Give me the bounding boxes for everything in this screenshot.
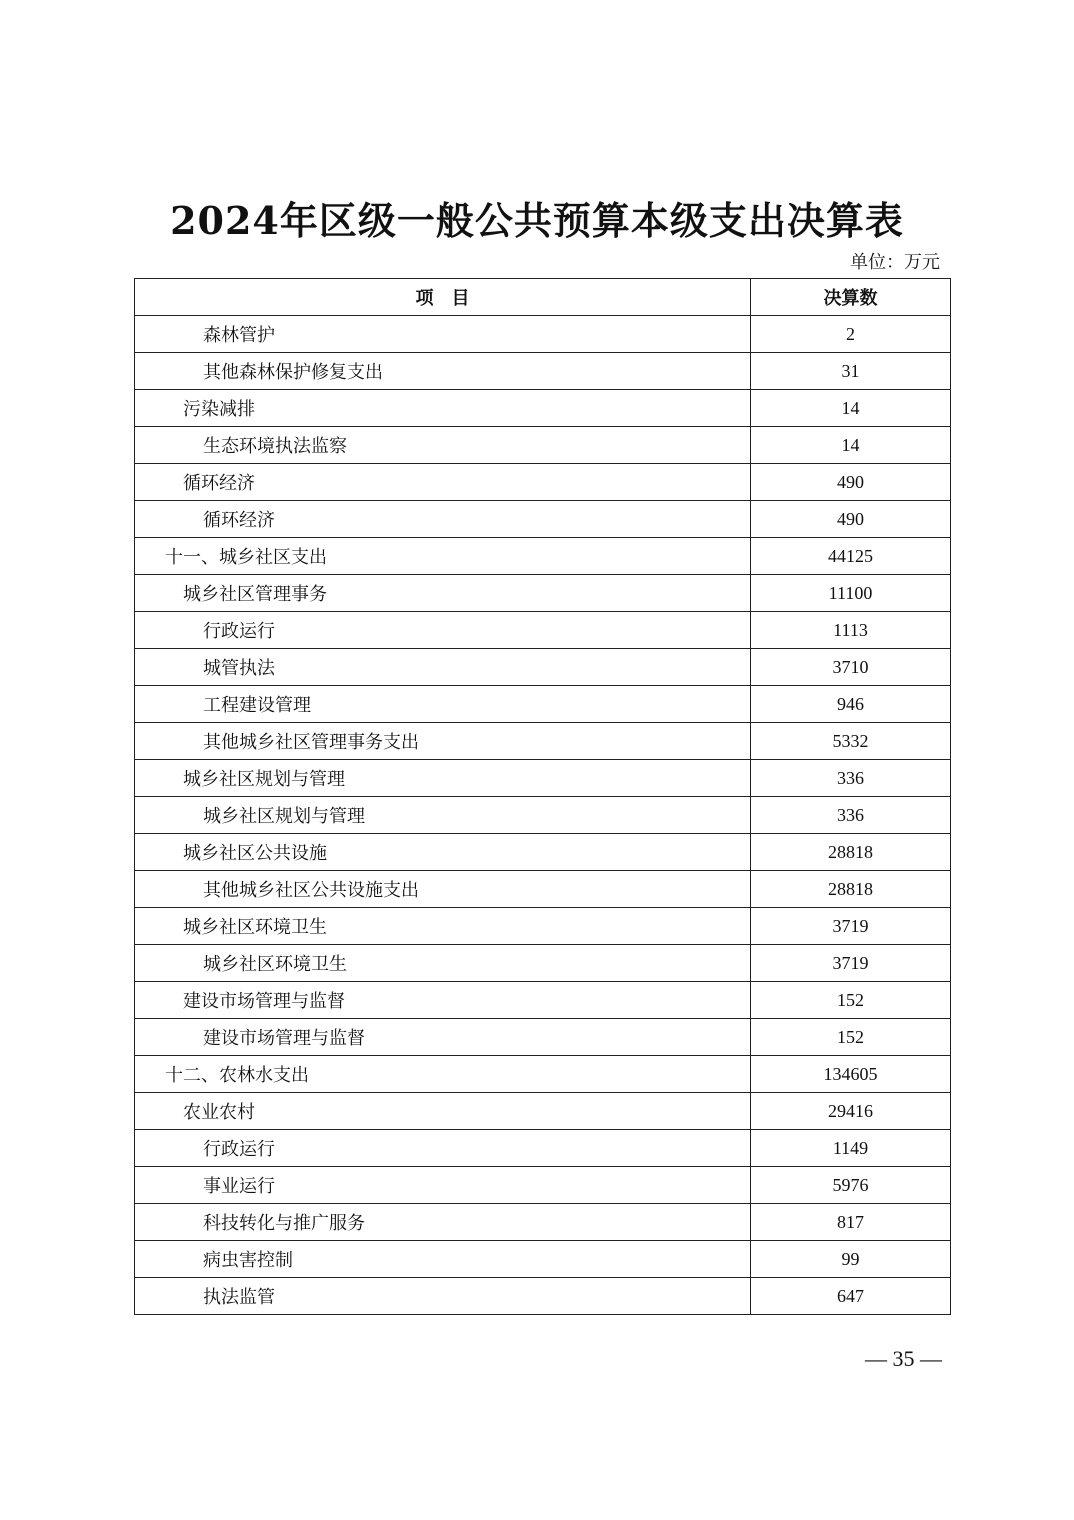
table-row — [135, 316, 951, 353]
item-name-cell: 城乡社区环境卫生 — [135, 945, 751, 982]
item-name-cell: 建设市场管理与监督 — [135, 982, 751, 1019]
amount-cell: 3719 — [751, 908, 951, 945]
amount-cell: 336 — [751, 760, 951, 797]
item-name-cell: 行政运行 — [135, 612, 751, 649]
budget-table — [134, 278, 951, 1315]
amount-cell: 99 — [751, 1241, 951, 1278]
unit-label: 单位：万元 — [850, 252, 940, 272]
table-row — [135, 723, 951, 760]
item-name-cell: 城管执法 — [135, 649, 751, 686]
table-row — [135, 871, 951, 908]
item-name-cell: 循环经济 — [135, 501, 751, 538]
amount-cell: 28818 — [751, 834, 951, 871]
amount-cell: 29416 — [751, 1093, 951, 1130]
item-name-cell: 病虫害控制 — [135, 1241, 751, 1278]
page-title: 2024年区级一般公共预算本级支出决算表 — [170, 198, 904, 243]
item-name-cell: 污染减排 — [135, 390, 751, 427]
amount-cell: 946 — [751, 686, 951, 723]
table-row — [135, 1093, 951, 1130]
item-name-cell: 事业运行 — [135, 1167, 751, 1204]
amount-cell: 31 — [751, 353, 951, 390]
amount-cell: 647 — [751, 1278, 951, 1315]
amount-cell: 817 — [751, 1204, 951, 1241]
table-row — [135, 1278, 951, 1315]
table-row — [135, 575, 951, 612]
item-name-cell: 城乡社区管理事务 — [135, 575, 751, 612]
table-row — [135, 1130, 951, 1167]
amount-cell: 152 — [751, 982, 951, 1019]
table-row — [135, 834, 951, 871]
amount-cell: 152 — [751, 1019, 951, 1056]
item-name-cell: 执法监管 — [135, 1278, 751, 1315]
item-name-cell: 十二、农林水支出 — [135, 1056, 751, 1093]
table-row — [135, 427, 951, 464]
table-row — [135, 908, 951, 945]
amount-cell: 3710 — [751, 649, 951, 686]
column-header-amount: 决算数 — [751, 279, 951, 316]
amount-cell: 3719 — [751, 945, 951, 982]
amount-cell: 5332 — [751, 723, 951, 760]
table-row — [135, 353, 951, 390]
page-number: — 35 — — [865, 1346, 942, 1371]
item-name-cell: 森林管护 — [135, 316, 751, 353]
item-name-cell: 十一、城乡社区支出 — [135, 538, 751, 575]
item-name-cell: 其他城乡社区管理事务支出 — [135, 723, 751, 760]
table-header — [135, 279, 951, 316]
amount-cell: 1149 — [751, 1130, 951, 1167]
table-row — [135, 945, 951, 982]
table-row — [135, 1241, 951, 1278]
amount-cell: 14 — [751, 390, 951, 427]
amount-cell: 14 — [751, 427, 951, 464]
amount-cell: 44125 — [751, 538, 951, 575]
table-row — [135, 649, 951, 686]
header-row — [135, 279, 951, 316]
table-row — [135, 1204, 951, 1241]
item-name-cell: 城乡社区规划与管理 — [135, 797, 751, 834]
table-row — [135, 982, 951, 1019]
table-row — [135, 501, 951, 538]
amount-cell: 490 — [751, 501, 951, 538]
amount-cell: 490 — [751, 464, 951, 501]
item-name-cell: 建设市场管理与监督 — [135, 1019, 751, 1056]
item-name-cell: 生态环境执法监察 — [135, 427, 751, 464]
item-name-cell: 其他城乡社区公共设施支出 — [135, 871, 751, 908]
amount-cell: 1113 — [751, 612, 951, 649]
table-body — [135, 316, 951, 1315]
table-row — [135, 797, 951, 834]
table-row — [135, 686, 951, 723]
item-name-cell: 城乡社区公共设施 — [135, 834, 751, 871]
item-name-cell: 城乡社区规划与管理 — [135, 760, 751, 797]
item-name-cell: 行政运行 — [135, 1130, 751, 1167]
amount-cell: 134605 — [751, 1056, 951, 1093]
amount-cell: 11100 — [751, 575, 951, 612]
item-name-cell: 农业农村 — [135, 1093, 751, 1130]
amount-cell: 28818 — [751, 871, 951, 908]
table-row — [135, 464, 951, 501]
table-row — [135, 1056, 951, 1093]
item-name-cell: 循环经济 — [135, 464, 751, 501]
column-header-item: 项 目 — [135, 279, 751, 316]
amount-cell: 2 — [751, 316, 951, 353]
table-row — [135, 538, 951, 575]
item-name-cell: 科技转化与推广服务 — [135, 1204, 751, 1241]
item-name-cell: 城乡社区环境卫生 — [135, 908, 751, 945]
table-row — [135, 1019, 951, 1056]
table-row — [135, 612, 951, 649]
item-name-cell: 工程建设管理 — [135, 686, 751, 723]
table-row — [135, 760, 951, 797]
amount-cell: 336 — [751, 797, 951, 834]
table-row — [135, 1167, 951, 1204]
amount-cell: 5976 — [751, 1167, 951, 1204]
table-row — [135, 390, 951, 427]
item-name-cell: 其他森林保护修复支出 — [135, 353, 751, 390]
